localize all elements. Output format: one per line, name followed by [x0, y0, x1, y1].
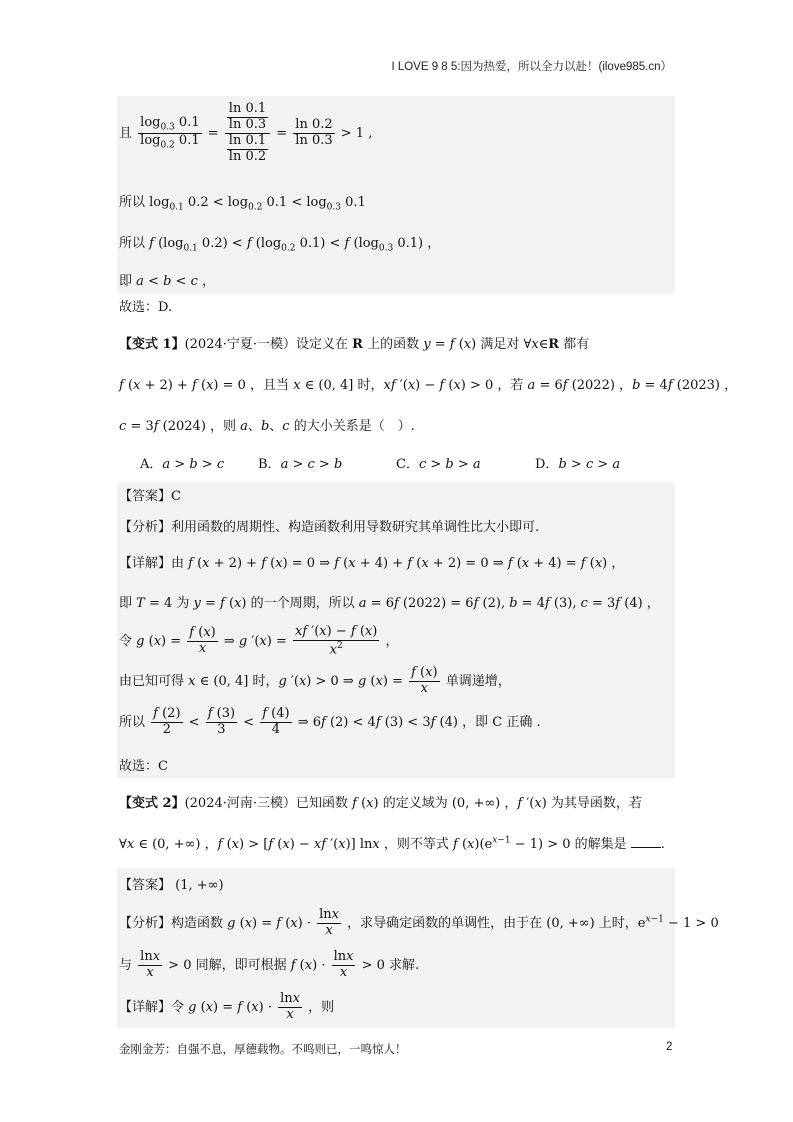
answer: 【答案】 (1, +∞): [119, 878, 224, 893]
detail-line: 【详解】令 g (x) = f (x) · $\frac{\ln x}{x}$ ，则: [119, 991, 335, 1022]
detail-line: 故选：C: [119, 759, 168, 774]
option-c: C．c > b > a: [396, 457, 481, 472]
question-stem: c = 3f (2024) ，则 a、b、c 的大小关系是（ ）.: [119, 419, 415, 434]
detail-line: 即 T = 4 为 y = f (x) 的一个周期，所以 a = 6f (2022) = 6f (2), b = 4f (3), c = 3f (4) ，: [119, 596, 660, 611]
analysis: 【分析】利用函数的周期性、构造函数利用导数研究其单调性比大小即可.: [119, 520, 540, 535]
solution-line: 即 a < b < c ，: [119, 274, 215, 289]
footer-motto: 金刚金芳：自强不息，厚德载物。不鸣则已，一鸣惊人！: [119, 1042, 407, 1056]
solution-line: 所以 f ($\log_{0.1}$ 0.2) < f ($\log_{0.2}$ 0.1) < f ($\log_{0.3}$ 0.1) ，: [119, 236, 441, 254]
solution-line: 故选：D.: [119, 300, 173, 315]
detail-line: 令 g (x) = $\frac{f (x)}{x}$ ⇒ g ′(x) = $\frac{xf '(x) - f (x)}{x^2}$ ，: [119, 624, 399, 658]
analysis: 与 $\frac{\ln x}{x}$ > 0 同解，即可根据 f (x) · $\frac{\ln x}{x}$ > 0 求解.: [119, 949, 420, 980]
page-number: 2: [666, 1041, 673, 1053]
detail-line: 由已知可得 x ∈ (0, 4] 时，g ′(x) > 0 ⇒ g (x) = $\frac{f (x)}{x}$ 单调递增，: [119, 665, 511, 696]
option-d: D．b > c > a: [535, 457, 621, 472]
answer-blank: [631, 835, 661, 848]
question-stem: 【变式 1】(2024·宁夏·一模）设定义在 R 上的函数 y = f (x) 满足对 ∀x∈R 都有: [119, 337, 590, 352]
fraction: $\frac{\log_{0.3} 0.1}{\log_{0.2} 0.1}$: [140, 114, 200, 151]
answer: 【答案】C: [119, 489, 181, 504]
question-stem: f (x + 2) + f (x) = 0 ，且当 x ∈ (0, 4] 时，xf ′(x) − f (x) > 0 ，若 a = 6f (2022) ，b = 4f (2023) ，: [119, 378, 738, 393]
question-stem: 【变式 2】(2024·河南·三模）已知函数 f (x) 的定义域为 (0, +∞) ，f ′(x) 为其导函数，若: [119, 796, 642, 811]
page-header: I LOVE 9 8 5:因为热爱，所以全力以赴！(ilove985.cn）: [391, 61, 672, 73]
variant-label: 【变式 1】: [119, 337, 185, 352]
solution-line: 且 $\frac{\log_{0.3} 0.1}{\log_{0.2} 0.1}$ = $\frac{\frac{\ln 0.1}{\ln 0.3}}{\frac{\ln 0.1}{\ln 0.2}}$ = $\frac{\ln 0.2}{\ln 0.3}$ > 1 ,: [119, 101, 373, 164]
option-a: A．a > b > c: [140, 457, 225, 472]
detail-line: 所以 $\frac{f (2)}{2}$ < $\frac{f (3)}{3}$ < $\frac{f (4)}{4}$ ⇒ 6f (2) < 4f (3) < 3f (4) ，即 C 正确 .: [119, 706, 541, 737]
option-b: B．a > c > b: [258, 457, 343, 472]
variant-label: 【变式 2】: [119, 796, 185, 811]
detail-line: 【详解】由 f (x + 2) + f (x) = 0 ⇒ f (x + 4) + f (x + 2) = 0 ⇒ f (x + 4) = f (x) ，: [119, 556, 625, 571]
analysis: 【分析】构造函数 g (x) = f (x) · $\frac{\ln x}{x}$ ，求导确定函数的单调性，由于在 (0, +∞) 上时，$e^{x-1} - 1 > 0$: [119, 907, 719, 938]
solution-line: 所以 $\log_{0.1} 0.2 < \log_{0.2} 0.1 < \log_{0.3} 0.1$: [119, 195, 366, 213]
question-stem: ∀x ∈ (0, +∞) ，f (x) > [f (x) − xf ′(x)] lnx ，则不等式 f $(x)(e^{x-1} - 1) > 0$ 的解集是 .: [119, 835, 665, 852]
fraction: $\frac{\frac{\ln 0.1}{\ln 0.3}}{\frac{\ln 0.1}{\ln 0.2}}$: [225, 102, 270, 165]
fraction: $\frac{\ln 0.2}{\ln 0.3}$: [295, 116, 333, 148]
